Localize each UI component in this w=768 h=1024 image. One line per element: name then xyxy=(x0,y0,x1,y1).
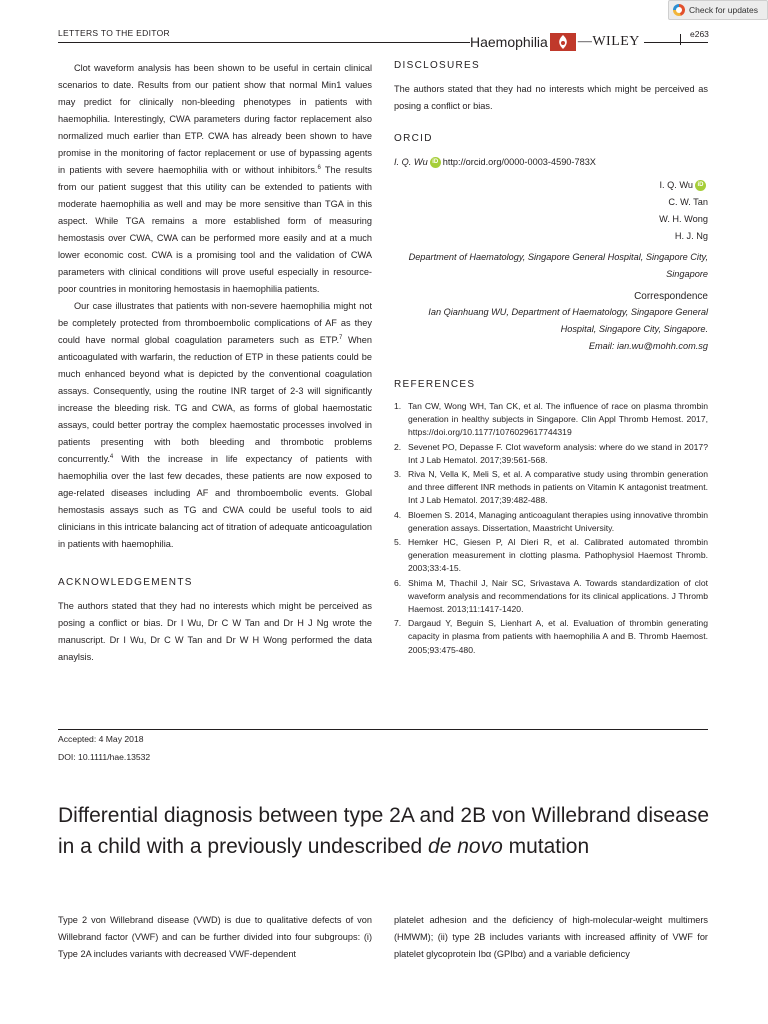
left-column xyxy=(58,60,372,666)
orcid-heading: ORCID xyxy=(394,133,433,144)
reference-item xyxy=(394,536,708,576)
reference-item xyxy=(394,577,708,617)
reference-number: 3. xyxy=(394,469,402,480)
correspondence-email[interactable]: Email: ian.wu@mohh.com.sg xyxy=(588,341,708,351)
journal-brand xyxy=(470,33,644,51)
reference-number: 2. xyxy=(394,441,402,452)
author-name: I. Q. Wu iD xyxy=(394,177,708,194)
citation-6[interactable]: 6 xyxy=(317,164,321,171)
right-column xyxy=(394,60,708,658)
paragraph-cwa: Clot waveform analysis has been shown to be useful in certain clinical scenarios to date. Results from our patient show that normal Min1 values may predict for clinically non-bleeding phenotypes in patients with haemophilia. Interestingly, CWA parameters during factor replacement also normalized much earlier than ETP. CWA has already been shown to have promise in the monitoring of factor replacement or use of bypassing agents in patients with severe haemophilia with or without inhibitors.$^6$ The results from our patient suggest that this utility can be extended to patients with moderate haemophilia as well and may be more sensitive than TGA in this aspect. While TGA remains a more established form of measuring hemostasis over CWA, CWA can be performed more easily and at a much lower economic cost. CWA is a promising tool and the validation of CWA parameters with clinical conditions will prove useful especially in resource-poor countries in monitoring hemostasis in haemophilia patients. xyxy=(58,63,372,294)
page-number: e263 xyxy=(690,29,709,39)
section-rule xyxy=(58,729,708,730)
acknowledgements-text: The authors stated that they had no interests which might be perceived as posing a conflict or bias. Dr I Wu, Dr C W Tan and Dr H J Ng wrote the manuscript. Dr I Wu, Dr C W Tan and Dr W H Wong performed the data anaylsis. xyxy=(58,601,372,662)
reference-item xyxy=(394,468,708,508)
reference-text: Dargaud Y, Beguin S, Lienhart A, et al. Evaluation of thrombin generating capacity in plasma from patients with haemophilia A and B. Thromb Haemost. 2005;93:475-480. xyxy=(408,618,708,655)
orcid-icon[interactable]: iD xyxy=(695,180,706,191)
reference-item xyxy=(394,400,708,440)
publisher-logo: —WILEY xyxy=(577,34,640,49)
reference-number: 6. xyxy=(394,577,402,588)
author-name: W. H. Wong xyxy=(659,214,708,224)
author-list xyxy=(394,177,708,245)
reference-number: 4. xyxy=(394,509,402,520)
affiliation: Department of Haematology, Singapore General Hospital, Singapore City, Singapore xyxy=(408,252,708,279)
correspondence-heading: Correspondence xyxy=(634,291,708,302)
acknowledgements-heading: ACKNOWLEDGEMENTS xyxy=(58,577,193,588)
orcid-link[interactable]: http://orcid.org/0000-0003-4590-783X xyxy=(442,157,596,167)
reference-item xyxy=(394,617,708,657)
reference-item xyxy=(394,441,708,467)
reference-text: Hemker HC, Giesen P, Al Dieri R, et al. Calibrated automated thrombin generation measurement in clotting plasma. Pathophysiol Haemost Thromb. 2003;33:4-15. xyxy=(408,537,708,574)
reference-number: 1. xyxy=(394,401,402,411)
title-emphasis: de novo xyxy=(428,835,503,858)
reference-text: Sevenet PO, Depasse F. Clot waveform analysis: where do we stand in 2017? Int J Lab Hematol. 2017;39:561-568. xyxy=(408,441,708,465)
citation-4[interactable]: 4 xyxy=(109,453,114,460)
article-title: Differential diagnosis between type 2A and 2B von Willebrand disease in a child with a previously undescribed de novo mutation xyxy=(58,804,710,858)
check-for-updates-label: Check for updates xyxy=(689,5,758,15)
disclosures-heading: DISCLOSURES xyxy=(394,60,480,71)
running-head: LETTERS TO THE EDITOR xyxy=(58,28,170,38)
orcid-line xyxy=(394,154,708,171)
journal-name: Haemophilia xyxy=(470,34,548,50)
article-intro-text: Type 2 von Willebrand disease (VWD) is due to qualitative defects of von Willebrand factor (VWF) and can be further divided into four subgroups: (i) Type 2A includes variants with decreased VWF-dependent xyxy=(58,915,372,959)
reference-item xyxy=(394,509,708,535)
article-right-column xyxy=(394,912,708,963)
reference-text: Bloemen S. 2014, Managing anticoagulant therapies using innovative thrombin generation assays. Dissertation, Maastricht University. xyxy=(408,509,708,533)
article-intro-continued: platelet adhesion and the deficiency of high-molecular-weight multimers (HMWM); (ii) type 2B includes variants with increased affinity of VWF for platelet glycoprotein Ibα (GPIbα) and a variable deficiency xyxy=(394,915,708,959)
citation-7[interactable]: 7 xyxy=(339,334,343,341)
author-name: C. W. Tan xyxy=(668,197,708,207)
crossmark-icon xyxy=(673,4,685,16)
reference-text: Shima M, Thachil J, Nair SC, Srivastava A. Towards standardization of clot waveform analysis and recommendations for its clinical applications. J Thromb Haemost. 2013;11:1417-1420. xyxy=(408,577,708,615)
orcid-name: I. Q. Wu xyxy=(394,157,428,167)
reference-list xyxy=(394,400,708,657)
journal-logo-icon xyxy=(550,33,576,51)
check-for-updates-button[interactable] xyxy=(668,0,768,20)
header-divider xyxy=(680,34,681,45)
disclosures-text: The authors stated that they had no interests which might be perceived as posing a conflict or bias. xyxy=(394,84,708,111)
reference-number: 7. xyxy=(394,618,402,629)
doi[interactable]: DOI: 10.1111/hae.13532 xyxy=(58,752,151,762)
reference-text: Riva N, Vella K, Meli S, et al. A comparative study using thrombin generation and three different INR methods in patients on Vitamin K antagonist treatment. Int J Lab Hematol. 2017;39:482-488. xyxy=(408,469,708,506)
reference-text: Tan CW, Wong WH, Tan CK, et al. The influence of race on plasma thrombin generation in healthy subjects in Singapore. Clin Appl Thromb Hemost. 2017, https://doi.org/10.1177/1076029617744319 xyxy=(408,401,708,438)
reference-number: 5. xyxy=(394,537,402,548)
references-heading: REFERENCES xyxy=(394,379,476,390)
correspondence-text: Ian Qianhuang WU, Department of Haematology, Singapore General Hospital, Singapore City, Singapore. xyxy=(428,307,708,334)
author-name: H. J. Ng xyxy=(674,231,708,241)
orcid-icon[interactable]: iD xyxy=(430,157,441,168)
accepted-date: Accepted: 4 May 2018 xyxy=(58,734,144,744)
article-left-column xyxy=(58,912,372,963)
paragraph-case: Our case illustrates that patients with non-severe haemophilia might not be completely protected from thromboembolic complications of AF as they could have normal global coagulation parameters such as ETP.$^7$ When anticoagulated with warfarin, the reduction of ETP in these patients could be much enhanced beyond what is depicted by the conventional coagulation assays. Consequently, using the routine INR target of 2-3 will significantly increase the bleeding risk. TG and CWA, as forms of global haemostatic assays, could better portray the complex haemostatic processes involved in patients presenting with both bleeding and thrombotic problems concurrently.$^4$ With the increase in life expectancy of patients with haemophilia over the last few decades, these patients are now exposed to age-related diseases including AF and thromboembolic events. Global hemostasis assays such as TG and CWA could be useful tools to aid clinicians in this intricate balancing act of titration of adequate anticoagulation in patients with haemophilia. xyxy=(58,301,372,549)
